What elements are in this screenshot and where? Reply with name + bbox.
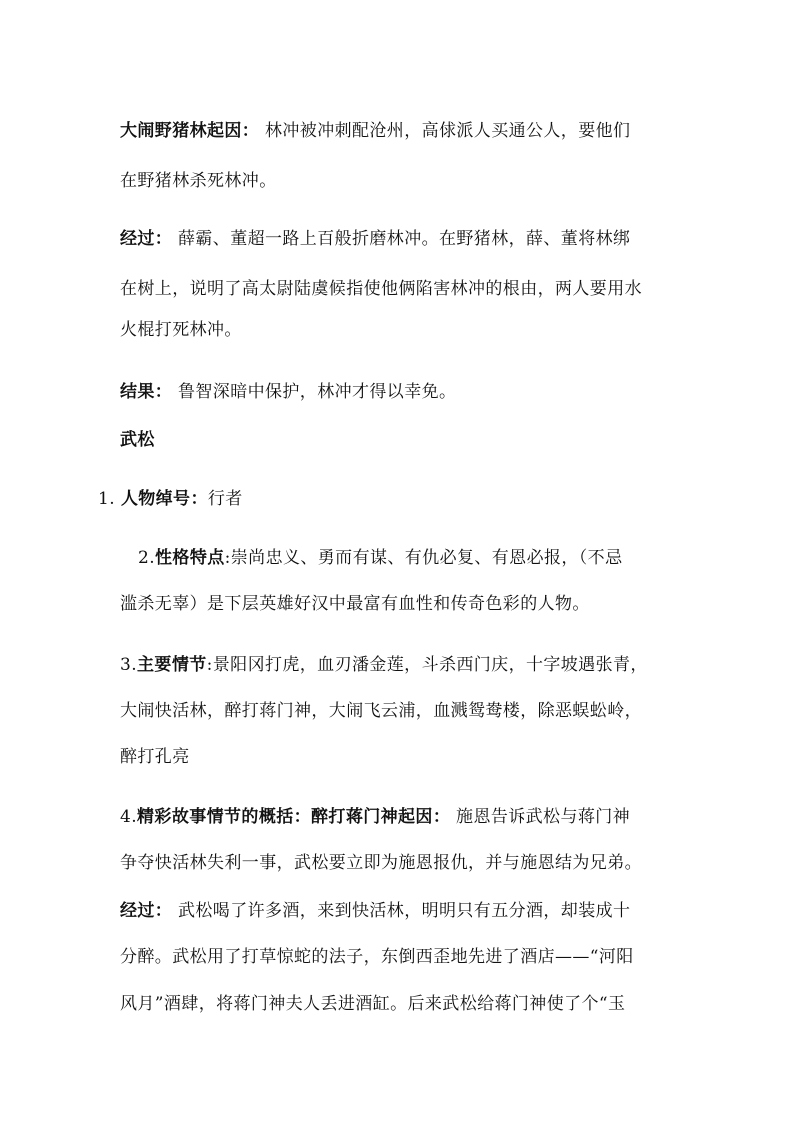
item-2-line-1 — [138, 547, 698, 569]
item-1 — [98, 488, 658, 510]
item-4-text-continued: 争夺快活林失利一事，武松要立即为施恩报仇，并与施恩结为兄弟。 — [120, 853, 642, 873]
item-2-line-2 — [120, 593, 680, 615]
item-2-text: :崇尚忠义、勇而有谋、有仇必复、有恩必报，（不忌 — [224, 548, 623, 568]
process-label: 经过： — [120, 229, 173, 249]
section-title — [120, 429, 680, 451]
item-1-text: 行者 — [207, 489, 243, 509]
cause-paragraph-line-2 — [120, 170, 680, 192]
section2-process-label: 经过： — [120, 901, 173, 921]
process-paragraph-line-3 — [120, 319, 680, 341]
item-4-text: 施恩告诉武松与蒋门神 — [450, 807, 631, 827]
item-3-text-continued-2: 醉打孔亮 — [120, 747, 190, 767]
item-4-line-1 — [120, 806, 680, 828]
result-label: 结果： — [120, 382, 173, 402]
item-3-label: 主要情节 — [137, 655, 207, 675]
result-text: 鲁智深暗中保护，林冲才得以幸免。 — [172, 382, 457, 402]
process-text-continued-2: 火棍打死林冲。 — [120, 320, 242, 340]
process-paragraph-line-1 — [120, 228, 680, 250]
section2-process-line-2 — [120, 946, 680, 968]
item-1-number: 1. — [98, 489, 116, 509]
section2-process-line-1 — [120, 900, 680, 922]
item-3-line-3 — [120, 746, 680, 768]
item-3-line-1 — [120, 654, 680, 676]
item-3-text: :景阳冈打虎，血刃潘金莲，斗杀西门庆，十字坡遇张青， — [206, 655, 648, 675]
item-2-number: 2. — [138, 548, 156, 568]
cause-text-continued: 在野猪林杀死林冲。 — [120, 171, 277, 191]
cause-label: 大闹野猪林起因： — [120, 121, 260, 141]
section2-process-text-continued: 分醉。武松用了打草惊蛇的法子，东倒西歪地先进了酒店——“河阳 — [120, 947, 634, 967]
section2-process-text-continued-2: 风月”酒肆，将蒋门神夫人丢进酒缸。后来武松给蒋门神使了个“玉 — [120, 994, 626, 1014]
section-title-text: 武松 — [120, 430, 155, 450]
item-2-text-continued: 滥杀无辜）是下层英雄好汉中最富有血性和传奇色彩的人物。 — [120, 594, 590, 614]
item-3-number: 3. — [120, 655, 138, 675]
item-4-label: 精彩故事情节的概括：醉打蒋门神起因： — [137, 807, 451, 827]
result-paragraph — [120, 381, 680, 403]
cause-paragraph-line-1 — [120, 120, 680, 142]
cause-text: 林冲被冲刺配沧州，高俅派人买通公人，要他们 — [259, 121, 631, 141]
section2-process-text: 武松喝了许多酒，来到快活林，明明只有五分酒，却装成十 — [172, 901, 631, 921]
section2-process-line-3 — [120, 993, 680, 1015]
process-text-continued: 在树上，说明了高太尉陆虞候指使他俩陷害林冲的根由，两人要用水 — [120, 279, 642, 299]
item-4-line-2 — [120, 852, 680, 874]
process-paragraph-line-2 — [120, 278, 680, 300]
item-3-line-2 — [120, 700, 680, 722]
process-text: 薛霸、董超一路上百般折磨林冲。在野猪林，薛、董将林绑 — [172, 229, 631, 249]
item-4-number: 4. — [120, 807, 138, 827]
item-2-label: 性格特点 — [155, 548, 225, 568]
item-3-text-continued: 大闹快活林，醉打蒋门神，大闹飞云浦，血溅鸳鸯楼，除恶蜈蚣岭， — [120, 701, 642, 721]
item-1-label: 人物绰号： — [120, 489, 208, 509]
